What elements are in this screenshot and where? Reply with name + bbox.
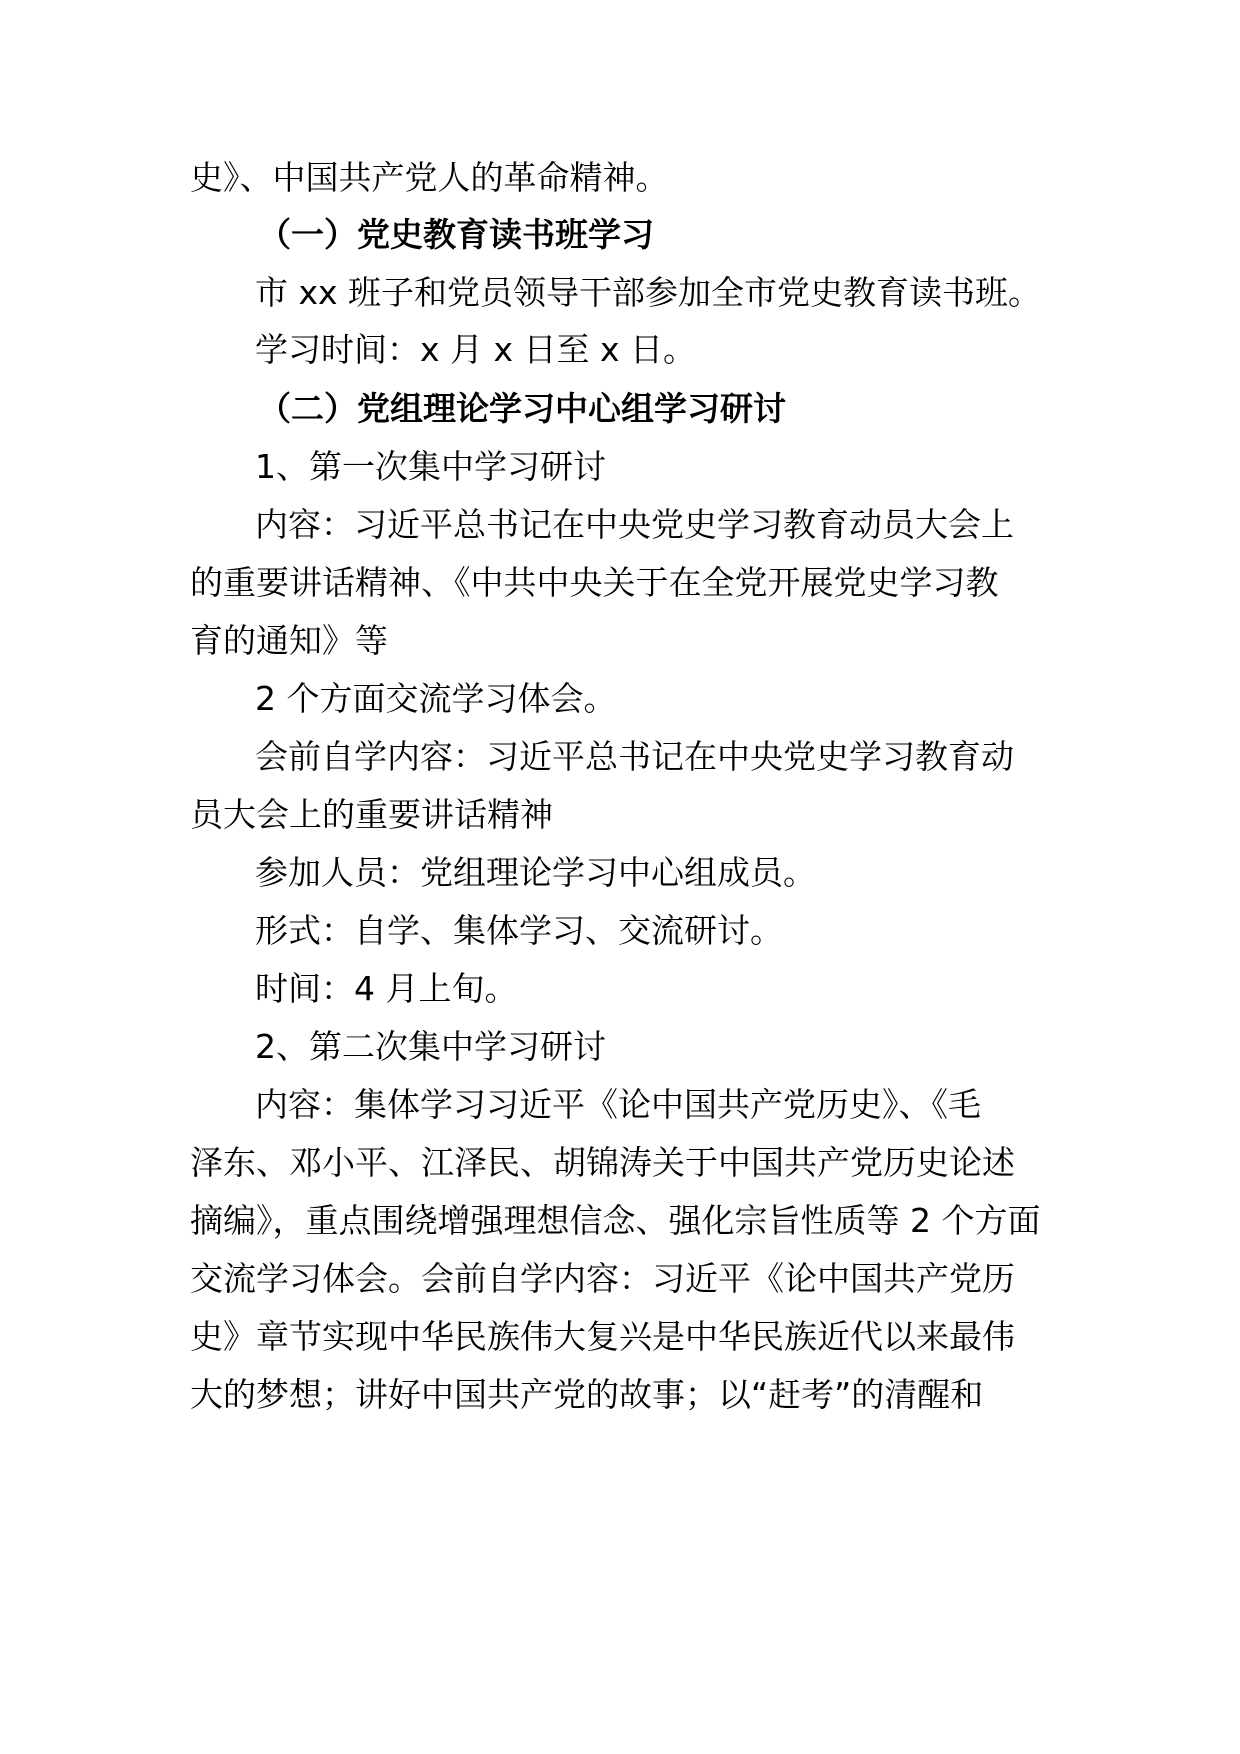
paragraph-line: 史》、中国共产党人的革命精神。 — [190, 158, 669, 197]
paragraph-line: 大的梦想；讲好中国共产党的故事；以“赶考”的清醒和 — [190, 1375, 984, 1414]
subsection-title-1: 1、第一次集中学习研讨 — [255, 447, 606, 486]
paragraph-line: 参加人员：党组理论学习中心组成员。 — [255, 853, 816, 892]
section-heading-1: （一）党史教育读书班学习 — [258, 215, 654, 254]
paragraph-line: 形式：自学、集体学习、交流研讨。 — [255, 911, 783, 950]
paragraph-line: 学习时间：x 月 x 日至 x 日。 — [255, 330, 697, 369]
paragraph-line: 交流学习体会。会前自学内容：习近平《论中国共产党历 — [190, 1259, 1015, 1298]
subsection-title-2: 2、第二次集中学习研讨 — [255, 1027, 606, 1066]
paragraph-line: 2 个方面交流学习体会。 — [255, 679, 617, 718]
paragraph-line: 时间：4 月上旬。 — [255, 969, 518, 1008]
paragraph-line: 会前自学内容：习近平总书记在中央党史学习教育动 — [255, 737, 1014, 776]
paragraph-line: 史》章节实现中华民族伟大复兴是中华民族近代以来最伟 — [190, 1317, 1015, 1356]
paragraph-line: 内容：集体学习习近平《论中国共产党历史》、《毛 — [255, 1085, 981, 1124]
paragraph-line: 育的通知》等 — [190, 621, 388, 660]
paragraph-line: 的重要讲话精神、《中共中央关于在全党开展党史学习教 — [190, 563, 999, 602]
paragraph-line: 摘编》，重点围绕增强理想信念、强化宗旨性质等 2 个方面 — [190, 1201, 1041, 1240]
section-heading-2: （二）党组理论学习中心组学习研讨 — [258, 389, 786, 428]
paragraph-line: 内容：习近平总书记在中央党史学习教育动员大会上 — [255, 505, 1014, 544]
paragraph-line: 市 xx 班子和党员领导干部参加全市党史教育读书班。 — [255, 273, 1042, 312]
paragraph-line: 泽东、邓小平、江泽民、胡锦涛关于中国共产党历史论述 — [190, 1143, 1015, 1182]
paragraph-line: 员大会上的重要讲话精神 — [190, 795, 553, 834]
